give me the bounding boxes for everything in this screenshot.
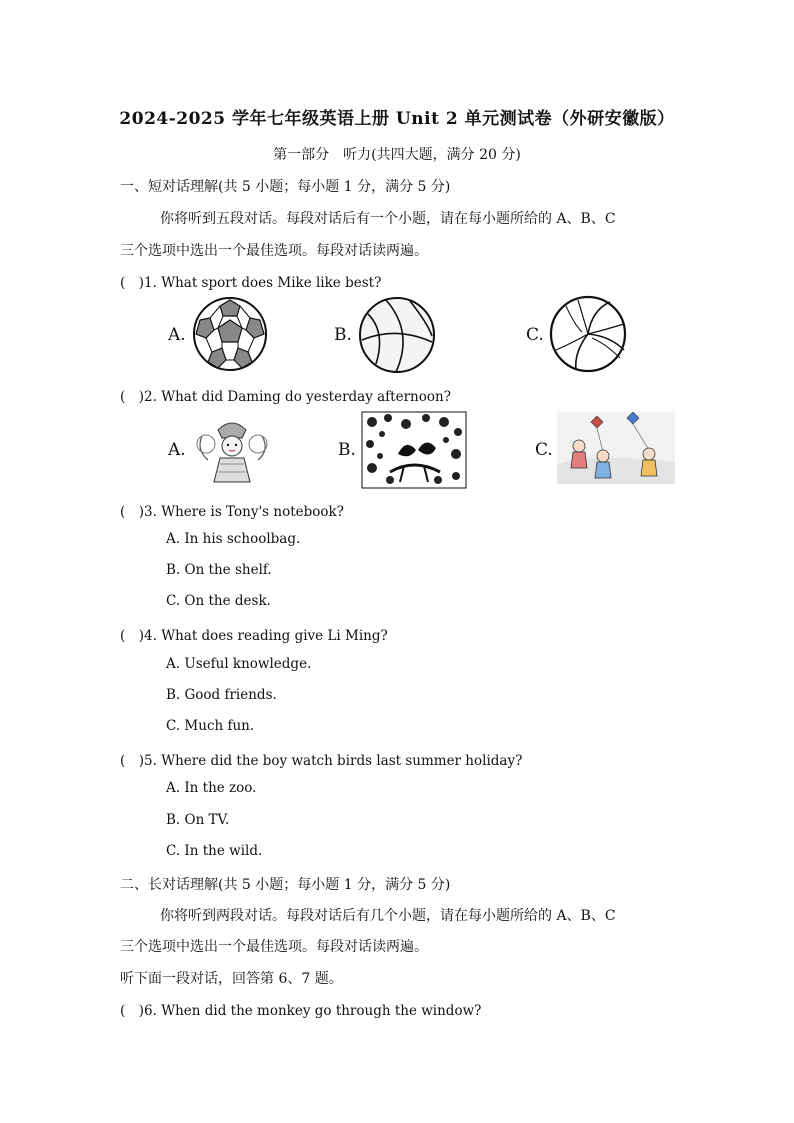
section2-note: 听下面一段对话，回答第 6、7 题。: [120, 971, 343, 987]
question-6-stem: ( )6. When did the monkey go through the window?: [120, 1003, 482, 1019]
q1-option-c-label: C.: [526, 325, 544, 345]
q3-option-c: C. On the desk.: [166, 593, 271, 609]
paper-cut-birds-icon: [360, 410, 468, 490]
opera-performer-icon: [192, 416, 272, 488]
volleyball-icon: [548, 294, 628, 374]
q5-option-a: A. In the zoo.: [166, 780, 257, 796]
question-1-stem: ( )1. What sport does Mike like best?: [120, 275, 382, 291]
q4-option-c: C. Much fun.: [166, 718, 255, 734]
basketball-icon: [356, 296, 438, 374]
q5-option-b: B. On TV.: [166, 812, 230, 828]
q1-option-b-label: B.: [334, 325, 352, 345]
q4-option-a: A. Useful knowledge.: [166, 656, 312, 672]
question-3-stem: ( )3. Where is Tony's notebook?: [120, 504, 344, 520]
q4-option-b: B. Good friends.: [166, 687, 277, 703]
q2-option-b-label: B.: [338, 440, 356, 460]
q3-option-b: B. On the shelf.: [166, 562, 272, 578]
section1-instruction-2: 三个选项中选出一个最佳选项。每段对话读两遍。: [120, 243, 428, 259]
question-2-stem: ( )2. What did Daming do yesterday afternoon?: [120, 389, 451, 405]
section1-heading: 一、短对话理解(共 5 小题；每小题 1 分，满分 5 分): [120, 179, 451, 195]
section1-instruction-1: 你将听到五段对话。每段对话后有一个小题，请在每小题所给的 A、B、C: [160, 211, 616, 227]
soccer-ball-icon: [190, 296, 270, 372]
page-title: 2024-2025 学年七年级英语上册 Unit 2 单元测试卷（外研安徽版）: [119, 109, 675, 129]
part-one-heading: 第一部分 听力(共四大题，满分 20 分): [273, 147, 521, 163]
q1-option-a-label: A.: [168, 325, 186, 345]
section2-instruction-2: 三个选项中选出一个最佳选项。每段对话读两遍。: [120, 939, 428, 955]
q2-option-c-label: C.: [535, 440, 553, 460]
q5-option-c: C. In the wild.: [166, 843, 263, 859]
question-4-stem: ( )4. What does reading give Li Ming?: [120, 628, 388, 644]
section2-instruction-1: 你将听到两段对话。每段对话后有几个小题，请在每小题所给的 A、B、C: [160, 908, 616, 924]
question-5-stem: ( )5. Where did the boy watch birds last summer holiday?: [120, 753, 523, 769]
q2-option-a-label: A.: [168, 440, 186, 460]
q3-option-a: A. In his schoolbag.: [166, 531, 301, 547]
section2-heading: 二、长对话理解(共 5 小题；每小题 1 分，满分 5 分): [120, 877, 451, 893]
children-flying-kites-icon: [557, 412, 675, 484]
